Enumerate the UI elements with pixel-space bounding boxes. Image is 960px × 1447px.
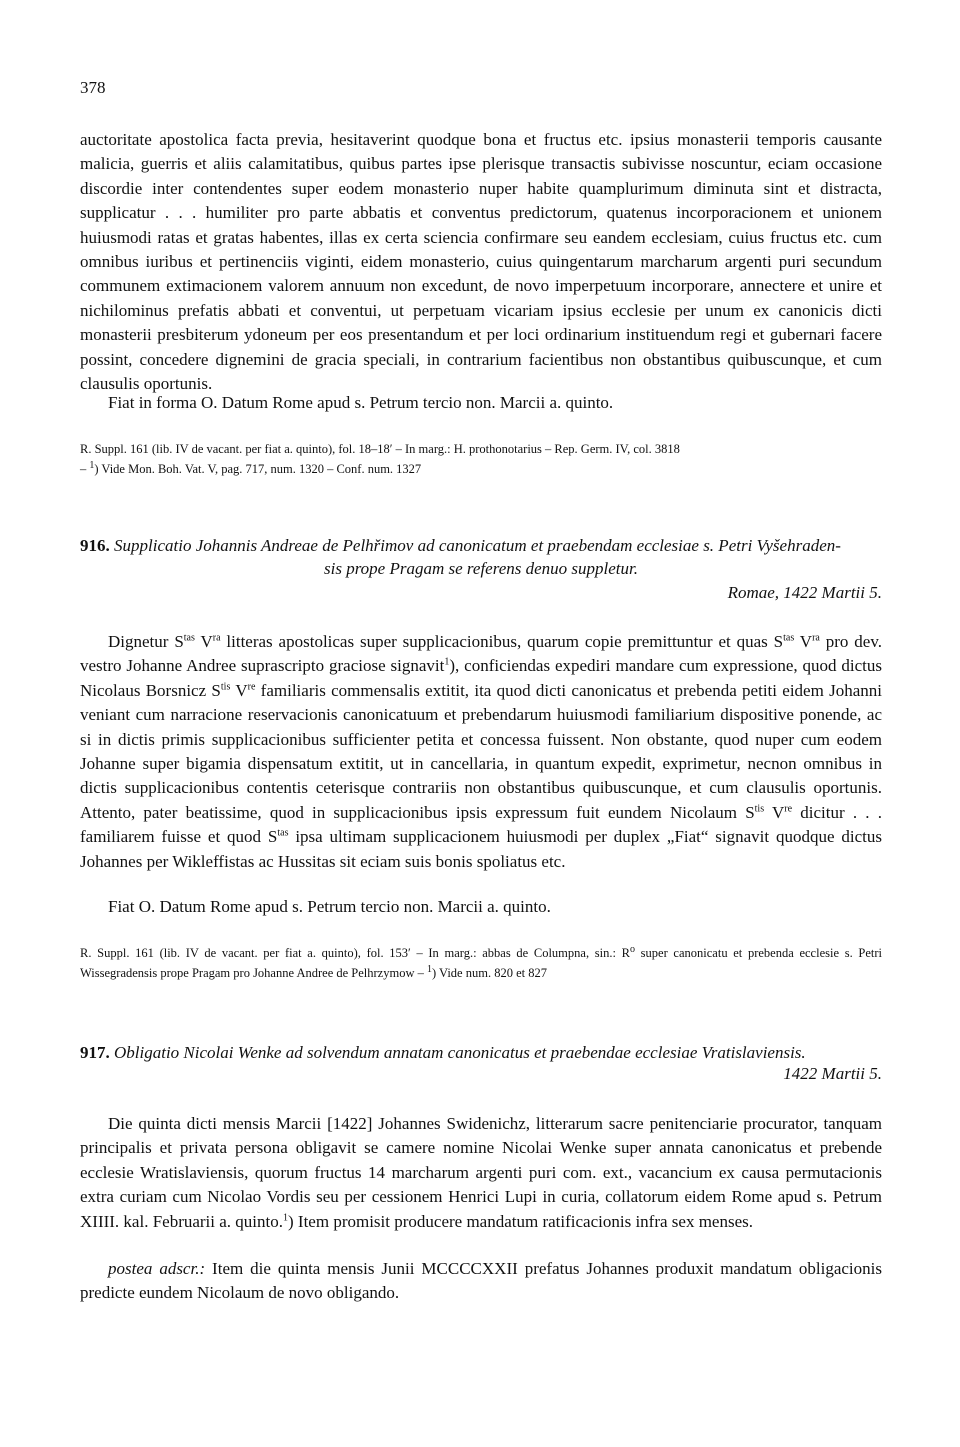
text-run: V xyxy=(230,680,248,700)
doc-title-continued: sis prope Pragam se referens denuo suppletur. xyxy=(323,559,638,578)
text-run: V xyxy=(194,632,213,651)
superscript: ra xyxy=(812,632,820,644)
superscript: ra xyxy=(212,632,221,644)
text-run: V xyxy=(794,632,813,651)
doc-title: Supplicatio Johannis Andreae de Pelhřimov ad canonicatum et praebendam ecclesiae s. Petri Vyšehraden- xyxy=(114,536,841,555)
text-run: ), conficiendas expediri mandare cum expressione, quod dictus Nicolaus Borsnicz S xyxy=(80,656,882,700)
text-run: pro dev. vestro Johanne Andree suprascripto graciose signavit xyxy=(80,632,882,676)
superscript: tas xyxy=(783,632,795,644)
page-number: 378 xyxy=(80,78,106,97)
footnote-dash: – xyxy=(80,462,87,476)
footnote-915 xyxy=(80,439,882,479)
text-run: ipsa ultimam supplicacionem huiusmodi per duplex „Fiat“ signavit quodque dictus Johannes per Wikleffistas ac Hussitas sit eciam suis bonis spoliatus etc. xyxy=(80,827,882,871)
footnote-text: ) Vide Mon. Boh. Vat. V, pag. 717, num. 1320 – Conf. num. 1327 xyxy=(94,462,422,476)
footnote-marker: 1 xyxy=(444,656,450,668)
footnote-text: R. Suppl. 161 (lib. IV de vacant. per fiat a. quinto), fol. 153′ – In marg.: abbas de Columpna, sin.: R xyxy=(80,946,630,960)
doc-917-body xyxy=(80,1112,882,1234)
doc-title: Obligatio Nicolai Wenke ad solvendum annatam canonicatus et praebendae ecclesiae Vratislaviensis. xyxy=(114,1043,806,1062)
text-run: Die quinta dicti mensis Marcii [1422] Johannes Swidenichz, litterarum sacre penitenciarie procurator, tanquam principalis et privata persona obligavit se camere nomine Nicolai Wenke super annata canonicatus et prebende ecclesie Wratislaviensis, quorum fructus 14 marcharum argenti puri com. ext., vacancium ex causa permutacionis extra curiam cum Nicolao Vordis seu per cessionem Henrici Lupi in curia, collatorum eidem Rome apud s. Petrum XIIII. kal. Februarii a. quinto. xyxy=(80,1114,882,1231)
doc-date: Romae, 1422 Martii 5. xyxy=(727,583,882,602)
footnote-text: ) Vide num. 820 et 827 xyxy=(431,966,547,980)
text-run: ) Item promisit producere mandatum ratificacionis infra sex menses. xyxy=(288,1211,753,1231)
doc-number: 916. xyxy=(80,536,110,555)
footnote-916 xyxy=(80,943,882,983)
fiat-line: Fiat O. Datum Rome apud s. Petrum tercio non. Marcii a. quinto. xyxy=(108,897,551,916)
footnote-marker: 1 xyxy=(89,459,95,471)
text-run: dicitur . . . familiarem fuisse et quod S xyxy=(80,802,882,847)
superscript: tis xyxy=(220,681,231,693)
footnote-line: R. Suppl. 161 (lib. IV de vacant. per fiat a. quinto), fol. 18–18′ – In marg.: H. prothonotarius – Rep. Germ. IV, col. 3818 xyxy=(80,442,680,456)
text-run: V xyxy=(764,802,785,822)
doc-917-header xyxy=(80,1041,882,1064)
doc-number: 917. xyxy=(80,1043,110,1062)
doc-date: 1422 Martii 5. xyxy=(783,1064,882,1083)
footnote-text: super canonicatu et prebenda ecclesie s. Petri Wissegradensis prope Pragam pro Johanne Andree de Pelhrzymow – xyxy=(80,946,882,980)
fiat-line: Fiat in forma O. Datum Rome apud s. Petrum tercio non. Marcii a. quinto. xyxy=(108,393,614,412)
text-run: litteras apostolicas super supplicacionibus, quarum copie premittuntur et quas S xyxy=(220,632,784,651)
text-run: Dignetur S xyxy=(108,632,184,651)
doc-916-header xyxy=(80,534,882,580)
italic-prefix: postea adscr.: xyxy=(108,1259,206,1278)
superscript: o xyxy=(629,943,635,955)
footnote-marker: 1 xyxy=(426,963,432,975)
superscript: tis xyxy=(754,803,765,815)
footnote-marker: 1 xyxy=(283,1211,288,1223)
carryover-paragraph: auctoritate apostolica facta previa, hesitaverint quodque bona et fructus etc. ipsius monasterii temporis causante malicia, guerris et aliis calamitatibus, quibus partes ipse plerisque transactis subivisse noscuntur, eciam occasione discordie inter contendentes super eodem monasterio nuper habite quamplurimum diminuta sint et distracta, supplicatur . . . humiliter pro parte abbatis et conventus predictorum, quatenus incorporacionem et unionem huiusmodi ratas et gratas habentes, illas ex certa sciencia confirmare seu eandem ecclesiam, cuius fructus etc. cum omnibus iuribus et pertinenciis viginti, eidem monasterio, cuius quingentarum marcharum argenti puri secundum communem extimacionem valorem annuum non excedunt, de novo imperpetuum incorporare, annectere et unire et nichilominus prefatis abbati et conventui, ut perpetuam vicariam ipsius ecclesie per unum ex canonicis dicti monasterii presbiterum ydoneum per eos presentandum et per loci ordinarium instituendum regi et gubernari facere possint, concedere dignemini de gracia speciali, in contrarium facientibus non obstantibus quibuscunque, et cum clausulis oportunis. xyxy=(80,130,882,394)
footnote-line xyxy=(80,459,882,479)
superscript: tas xyxy=(277,827,289,839)
superscript: re xyxy=(247,681,256,693)
text-run: familiaris commensalis extitit, ita quod dicti canonicatus et prebenda petiti eidem Johanni veniant cum narracione reservacionis canonicatuum et prebendarum huiusmodi familiarium dispositive ponende, ac si in dictis primis supplicacionibus sufficienter petita et concessa fuissent. Non obstante, quod nuper cum eodem Johanne super bigamia dispensatum extitit, ut in cancellaria, in quantum expedit, exprimetur, necnon omnibus in dictis supplicacionibus contentis ceterisque contrariis non obstantibus quibuscunque, et cum clausulis oportunis. Attento, pater beatissime, quod in supplicacionibus ipsis expressum fuit eundem Nicolaum S xyxy=(80,680,882,822)
doc-917-postscript xyxy=(80,1257,882,1306)
superscript: re xyxy=(784,803,793,815)
superscript: tas xyxy=(183,632,195,644)
text-run: Item die quinta mensis Junii MCCCCXXII prefatus Johannes produxit mandatum obligacionis predicte eundem Nicolaum de novo obligando. xyxy=(80,1259,882,1303)
doc-916-body xyxy=(80,630,882,874)
